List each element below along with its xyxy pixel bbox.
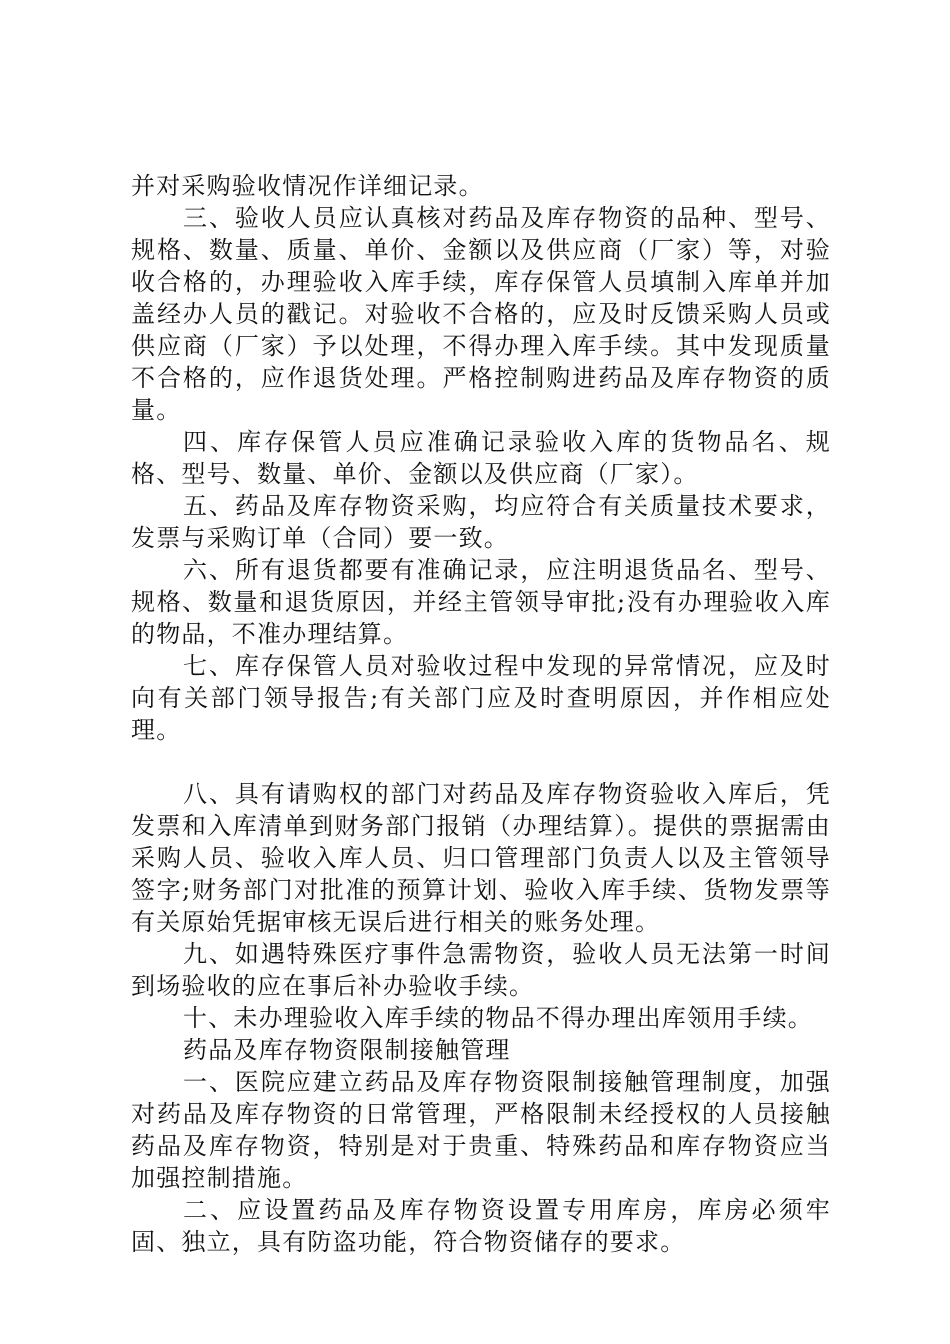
document-body: [131, 170, 831, 1258]
paragraph-item-7: 七、库存保管人员对验收过程中发现的异常情况，应及时向有关部门领导报告;有关部门应及时查明原因，并作相应处理。: [131, 652, 831, 744]
paragraph-spacer: [131, 746, 831, 778]
section-heading: 药品及库存物资限制接触管理: [183, 1036, 511, 1064]
paragraph-item-10: 十、未办理验收入库手续的物品不得办理出库领用手续。: [183, 1004, 813, 1032]
paragraph-continuation: 并对采购验收情况作详细记录。: [131, 172, 484, 200]
paragraph-item-9: 九、如遇特殊医疗事件急需物资，验收人员无法第一时间到场验收的应在事后补办验收手续。: [131, 940, 831, 1000]
paragraph-item-3: 三、验收人员应认真核对药品及库存物资的品种、型号、规格、数量、质量、单价、金额以及供应商（厂家）等，对验收合格的，办理验收入库手续，库存保管人员填制入库单并加盖经办人员的戳记。对验收不合格的，应及时反馈采购人员或供应商（厂家）予以处理，不得办理入库手续。其中发现质量不合格的，应作退货处理。严格控制购进药品及库存物资的质量。: [131, 204, 831, 424]
paragraph-section-item-2: 二、应设置药品及库存物资设置专用库房，库房必须牢固、独立，具有防盗功能，符合物资储存的要求。: [131, 1196, 831, 1256]
paragraph-item-4: 四、库存保管人员应准确记录验收入库的货物品名、规格、型号、数量、单价、金额以及供应商（厂家）。: [131, 428, 831, 488]
paragraph-section-item-1: 一、医院应建立药品及库存物资限制接触管理制度，加强对药品及库存物资的日常管理，严格限制未经授权的人员接触药品及库存物资，特别是对于贵重、特殊药品和库存物资应当加强控制措施。: [131, 1068, 831, 1192]
paragraph-item-8: 八、具有请购权的部门对药品及库存物资验收入库后，凭发票和入库清单到财务部门报销（办理结算）。提供的票据需由采购人员、验收入库人员、归口管理部门负责人以及主管领导签字;财务部门对批准的预算计划、验收入库手续、货物发票等有关原始凭据审核无误后进行相关的账务处理。: [131, 780, 831, 936]
paragraph-item-5: 五、药品及库存物资采购，均应符合有关质量技术要求，发票与采购订单（合同）要一致。: [131, 492, 831, 552]
paragraph-item-6: 六、所有退货都要有准确记录，应注明退货品名、型号、规格、数量和退货原因，并经主管领导审批;没有办理验收入库的物品，不准办理结算。: [131, 556, 831, 648]
